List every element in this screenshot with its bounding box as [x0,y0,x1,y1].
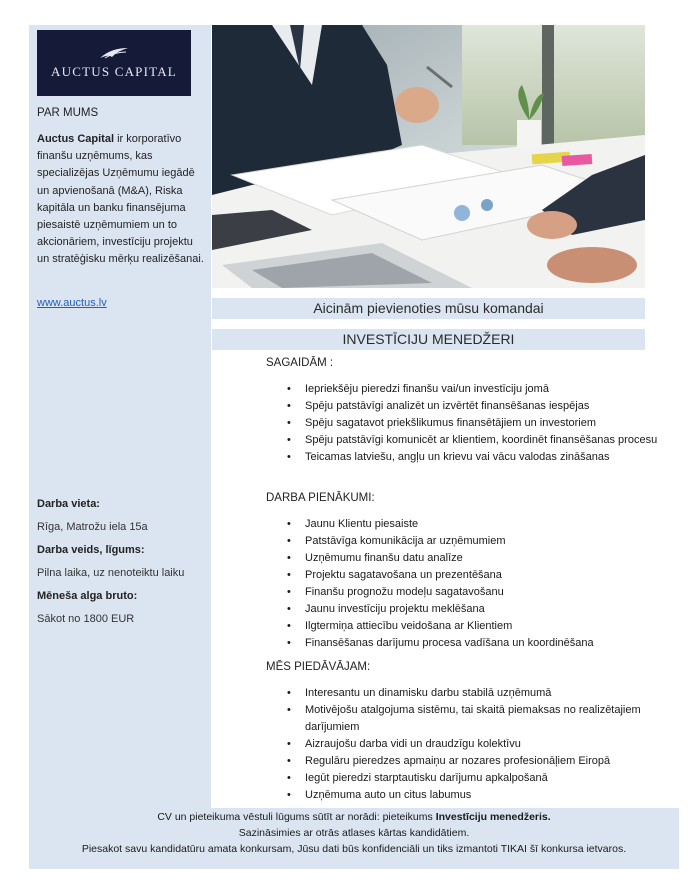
bullet-icon: • [287,586,291,598]
bullet-icon: • [287,552,291,564]
logo-swoosh-icon [97,46,131,60]
location-label: Darba vieta: [37,498,100,510]
bullet-icon: • [287,755,291,767]
offer-title: MĒS PIEDĀVĀJAM: [266,661,371,673]
bullet-icon: • [287,518,291,530]
bullet-icon: • [287,637,291,649]
offer-list [284,685,664,804]
list-item: • Uzņēmumu finanšu datu analīze [284,550,664,567]
list-item: • Patstāvīga komunikācija ar uzņēmumiem [284,533,664,550]
bullet-icon: • [287,383,291,395]
bullet-icon: • [287,434,291,446]
salary-label: Mēneša alga bruto: [37,590,138,602]
list-item: • Spēju patstāvīgi komunicēt ar klientiem, koordinēt finansēšanas procesu [284,432,660,449]
bullet-icon: • [287,704,291,716]
website-link[interactable]: www.auctus.lv [37,297,107,309]
salary-value: Sākot no 1800 EUR [37,613,135,625]
duties-title: DARBA PIENĀKUMI: [266,492,375,504]
bullet-icon: • [287,620,291,632]
list-item: • Projektu sagatavošana un prezentēšana [284,567,664,584]
list-item: • Ilgtermiņa attiecību veidošana ar Klientiem [284,618,664,635]
bullet-icon: • [287,687,291,699]
footer-line-1: CV un pieteikuma vēstuli lūgums sūtīt ar norādi: pieteikums Investīciju menedžeris. [157,811,551,823]
footer-position-name: Investīciju menedžeris. [435,811,551,823]
job-type-label: Darba veids, līgums: [37,544,145,556]
footer-line-2: Sazināsimies ar otrās atlases kārtas kandidātiem. [238,827,470,839]
about-description: ir korporatīvo finanšu uzņēmums, kas specializējas Uzņēmumu iegādē un apvienošanā (M&A), Riska kapitāla un banku finansējuma piesaistē uzņēmumiem un to akcionāriem, investīciju projektu un stratēģisku mērķu realizēšanai. [37,133,204,266]
list-item: • Jaunu investīciju projektu meklēšana [284,601,664,618]
bullet-icon: • [287,738,291,750]
bullet-icon: • [287,535,291,547]
list-item: • Spēju sagatavot priekšlikumus finansētājiem un investoriem [284,415,664,432]
job-type-value: Pilna laika, uz nenoteiktu laiku [37,567,185,579]
position-banner: INVESTĪCIJU MENEDŽERI [212,329,645,350]
footer-line-3: Piesakot savu kandidatūru amata konkursam, Jūsu dati būs konfidenciāli un tiks izmantoti TIKAI šī konkursa ietvaros. [81,843,627,855]
bullet-icon: • [287,789,291,801]
list-item: • Interesantu un dinamisku darbu stabilā uzņēmumā [284,685,664,702]
list-item: • Spēju patstāvīgi analizēt un izvērtēt finansēšanas iespējas [284,398,664,415]
list-item: • Regulāru pieredzes apmaiņu ar nozares profesionāļiem Eiropā [284,753,664,770]
business-meeting-image [212,25,645,288]
expect-list [284,381,664,466]
about-text [37,131,207,269]
bullet-icon: • [287,569,291,581]
logo-text: AUCTUS CAPITAL [51,64,177,79]
list-item: • Iepriekšēju pieredzi finanšu vai/un investīciju jomā [284,381,664,398]
footer [29,808,679,869]
bullet-icon: • [287,772,291,784]
about-company-name: Auctus Capital [37,133,115,145]
office-photo [212,25,645,288]
list-item: • Jaunu Klientu piesaiste [284,516,664,533]
bullet-icon: • [287,451,291,463]
company-logo [37,30,191,96]
bullet-icon: • [287,417,291,429]
expect-title: SAGAIDĀM : [266,357,334,369]
list-item: • Uzņēmuma auto un citus labumus [284,787,664,804]
list-item: • Finansēšanas darījumu procesa vadīšana un koordinēšana [284,635,664,652]
about-heading: PAR MUMS [37,107,99,119]
location-value: Rīga, Matrožu iela 15a [37,521,148,533]
list-item: • Aizraujošu darba vidi un draudzīgu kolektīvu [284,736,664,753]
list-item: • Teicamas latviešu, angļu un krievu vai vācu valodas zināšanas [284,449,664,466]
invite-banner: Aicinām pievienoties mūsu komandai [212,298,645,319]
bullet-icon: • [287,603,291,615]
list-item: • Motivējošu atalgojuma sistēmu, tai skaitā piemaksas no realizētajiem darījumiem [287,704,641,733]
duties-list [284,516,664,652]
bullet-icon: • [287,400,291,412]
list-item: • Finanšu prognožu modeļu sagatavošanu [284,584,664,601]
list-item: • Iegūt pieredzi starptautisku darījumu apkalpošanā [284,770,664,787]
